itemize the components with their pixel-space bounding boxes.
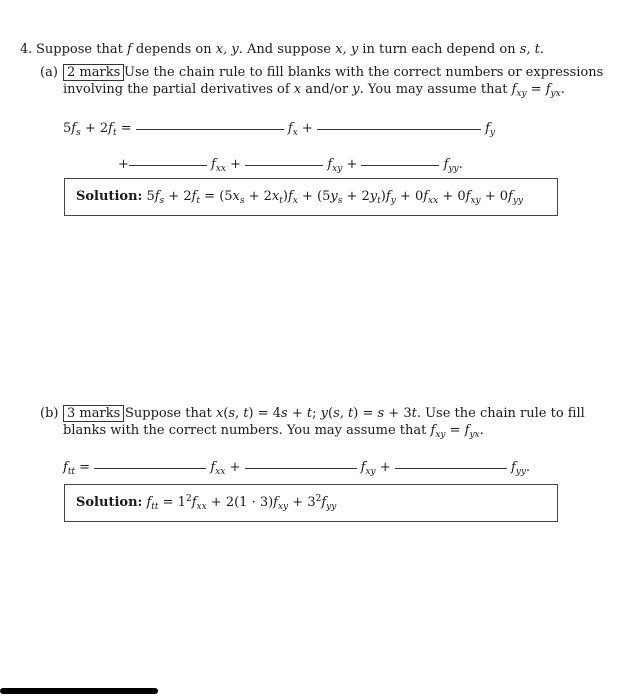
blank-fx-coefficient[interactable] — [136, 128, 284, 130]
part-b-solution: Solution: $f_{tt} = 1^2f_{xx} + 2(1 \cdot 3)f_{xy} + 3^2f_{yy}$ — [76, 494, 337, 512]
part-b-instruction-line1: Suppose that x(s, t) = 4s + t; y(s, t) = s + 3t. Use the chain rule to fill — [125, 406, 585, 421]
blank-fxy-number[interactable] — [245, 467, 357, 469]
part-a-label: (a) — [40, 65, 58, 80]
blank-fyy-number[interactable] — [395, 467, 507, 469]
part-a-equation-line1: $5f_s + 2f_t = f_x + f_y$ — [63, 121, 496, 138]
blank-fxx-number[interactable] — [94, 467, 206, 469]
blank-fxy-coefficient[interactable] — [245, 164, 323, 166]
blank-fy-coefficient[interactable] — [317, 128, 481, 130]
part-a-instruction-line2: involving the partial derivatives of x and/or y. You may assume that $f_{xy} = f_{yx}$. — [63, 82, 565, 99]
part-a-marks: 2 marks — [63, 64, 124, 81]
part-b-label: (b) — [40, 406, 59, 421]
part-a-equation-line2: + $f_{xx} + f_{xy} + f_{yy}$. — [118, 157, 463, 174]
question-number: 4. — [20, 42, 33, 57]
question-intro: Suppose that f depends on x, y. And suppose x, y in turn each depend on s, t. — [36, 42, 545, 57]
blank-fyy-coefficient[interactable] — [361, 164, 439, 166]
blank-fxx-coefficient[interactable] — [129, 164, 207, 166]
part-a-instruction-line1: Use the chain rule to fill blanks with the correct numbers or expressions — [124, 65, 604, 80]
part-b-marks: 3 marks — [63, 405, 124, 422]
home-indicator[interactable] — [0, 688, 158, 694]
part-a-solution: Solution: $5f_s + 2f_t = (5x_s + 2x_t)f_x + (5y_s + 2y_t)f_y + 0f_{xx} + 0f_{xy} + 0f_{yy}$ — [76, 189, 524, 206]
part-b-equation: $f_{tt} = f_{xx} + f_{xy} + f_{yy}$. — [63, 460, 531, 477]
part-b-instruction-line2: blanks with the correct numbers. You may assume that $f_{xy} = f_{yx}$. — [63, 423, 484, 440]
